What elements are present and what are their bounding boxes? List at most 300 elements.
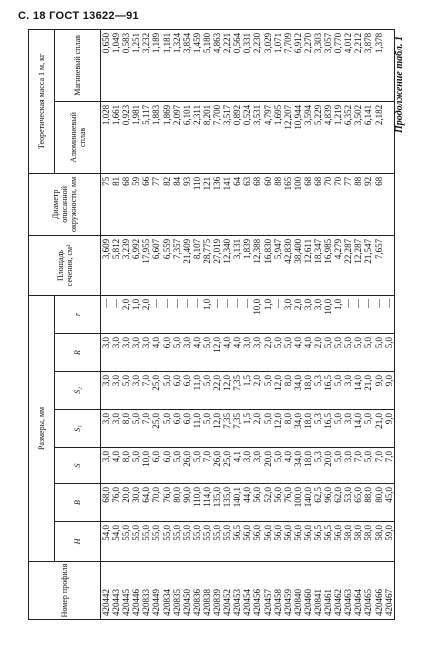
table-cell: 3,029 [263,29,273,101]
table-cell: 420834 [162,562,172,620]
table-cell: — [343,295,353,333]
table-cell: 3,0 [252,334,262,372]
table-cell: 5,0 [283,334,293,372]
rotated-table-area [28,30,408,620]
table-cell: 2,097 [172,101,182,173]
table-cell: 56,0 [293,522,303,562]
table-cell: 0,770 [333,29,343,101]
table-cell: 4,0 [293,334,303,372]
table-cell: 2,0 [313,334,323,372]
table-cell: 0,583 [121,29,131,101]
table-cell: 62,0 [333,484,343,522]
table-row [333,29,343,619]
table-cell: 4,0 [151,334,161,372]
table-cell: 77 [151,173,161,235]
table-cell: 6,101 [182,101,192,173]
table-cell: 17,955 [141,235,151,295]
table-cell: 70 [323,173,333,235]
table-cell: 4,0 [111,448,121,484]
table-cell: 70 [333,173,343,235]
table-cell: 88 [273,173,283,235]
table-cell: 5,0 [333,372,343,410]
table-row [111,29,121,619]
table-row [162,29,172,619]
table-cell: 4,0 [232,334,242,372]
table-cell: 10,0 [141,448,151,484]
table-cell: 5,0 [343,334,353,372]
table-cell: 2,0 [252,410,262,448]
table-cell: 58,0 [353,522,363,562]
table-cell: 141 [222,173,232,235]
table-cell: 25,0 [222,448,232,484]
table-row [252,29,262,619]
header-s1: S₁ [55,410,101,448]
table-cell: 5,117 [141,101,151,173]
table-cell: 12,207 [283,101,293,173]
table-row [192,29,202,619]
table-row [343,29,353,619]
table-cell: 2,221 [222,29,232,101]
table-cell: 4,863 [212,29,222,101]
table-cell: 420442 [101,562,112,620]
table-cell: 3,0 [121,334,131,372]
table-cell: — [353,295,363,333]
table-cell: 5,947 [273,235,283,295]
table-cell: 3,057 [323,29,333,101]
table-cell: 90,0 [182,484,192,522]
table-cell: 18,0 [303,410,313,448]
table-cell: 7,657 [374,235,384,295]
table-cell: 0,650 [101,29,112,101]
table-cell: 5,0 [263,372,273,410]
table-cell: 34,0 [293,372,303,410]
table-cell: 30,0 [131,484,141,522]
header-alu: Алюминиевый сплав [55,101,101,173]
table-cell: 0,524 [242,101,252,173]
table-cell: — [374,295,384,333]
table-cell: 3,0 [101,372,112,410]
table-row [313,29,323,619]
table-cell: 27,019 [212,235,222,295]
table-cell: 55,0 [192,522,202,562]
table-row [384,29,395,619]
table-cell: 420463 [343,562,353,620]
table-cell: 55,0 [202,522,212,562]
table-cell: 56,0 [242,522,252,562]
table-cell: 54,0 [111,522,121,562]
table-row [293,29,303,619]
header-mg: Магниевый сплав [55,29,101,101]
table-row [363,29,373,619]
table-cell: 12,287 [353,235,363,295]
table-cell: 5,229 [313,101,323,173]
table-cell: 2,0 [263,334,273,372]
table-cell: 5,0 [323,334,333,372]
table-cell: 3,0 [283,295,293,333]
header-dimensions: Размеры, мм [29,295,55,561]
table-cell: 9,0 [384,410,395,448]
table-cell: 2,270 [303,29,313,101]
table-cell: 58,0 [363,522,373,562]
table-cell: 75 [101,173,112,235]
table-cell: 52,0 [263,484,273,522]
table-cell: 114,0 [202,484,212,522]
table-cell: 0,923 [121,101,131,173]
table-cell: 59,0 [384,522,395,562]
table-cell: 66 [141,173,151,235]
table-cell: 25,0 [151,410,161,448]
table-cell: 5,0 [172,334,182,372]
table-cell: 5,0 [384,334,395,372]
table-cell: 1,695 [273,101,283,173]
table-cell: 16,985 [323,235,333,295]
table-cell: 1,378 [374,29,384,101]
table-cell: 56,5 [313,522,323,562]
table-row [263,29,273,619]
table-cell: 56,0 [283,522,293,562]
table-cell: 7,35 [222,410,232,448]
continuation-label: Продолжение табл. 1 [394,36,405,134]
table-cell: 420449 [151,562,161,620]
table-cell: 420457 [263,562,273,620]
table-cell: 76,0 [283,484,293,522]
table-cell: 3,0 [101,410,112,448]
page-header: С. 18 ГОСТ 13622—91 [18,10,139,22]
table-cell: 420464 [353,562,363,620]
table-cell: 136 [212,173,222,235]
table-cell: 4,279 [333,235,343,295]
table-cell: 56,0 [303,522,313,562]
table-cell [384,235,395,295]
table-cell: 4,012 [343,29,353,101]
table-cell: — [222,295,232,333]
table-cell: — [172,295,182,333]
table-cell: 14,0 [353,410,363,448]
table-cell [384,173,395,235]
table-cell: 56,0 [263,522,273,562]
table-row [121,29,131,619]
table-cell: 84 [172,173,182,235]
table-cell: 2,311 [192,101,202,173]
table-cell: 18,0 [303,448,313,484]
table-body [101,29,395,619]
table-cell: 12,0 [273,372,283,410]
table-cell: 1,189 [151,29,161,101]
table-cell [384,101,395,173]
table-cell: 1,839 [242,235,252,295]
table-cell: — [242,295,252,333]
table-cell: 3,0 [313,295,323,333]
header-s2: S₂ [55,372,101,410]
table-cell: 92 [363,173,373,235]
table-row [182,29,192,619]
table-cell: 420836 [192,562,202,620]
table-cell: 3,0 [343,410,353,448]
table-cell: 420454 [242,562,252,620]
table-cell: 420840 [293,562,303,620]
table-cell: 34,0 [293,410,303,448]
table-cell: 56,0 [252,484,262,522]
table-cell: — [151,295,161,333]
table-cell: 16,5 [323,410,333,448]
table-cell: 14,0 [353,372,363,410]
table-row [323,29,333,619]
table-cell: 8,201 [202,101,212,173]
table-cell: 1,181 [162,29,172,101]
table-cell: 3,232 [141,29,151,101]
table-cell: 3,0 [252,448,262,484]
table-cell: 1,883 [151,101,161,173]
table-cell: 2,212 [353,29,363,101]
table-cell: 68 [303,173,313,235]
table-cell: 6,912 [293,29,303,101]
table-cell: 80,0 [172,484,182,522]
table-cell: 68 [252,173,262,235]
table-cell: 20,0 [121,484,131,522]
table-row [242,29,252,619]
table-cell: 140,1 [232,484,242,522]
table-cell: 1,049 [111,29,121,101]
table-cell: 1,071 [273,29,283,101]
table-cell: 6,141 [363,101,373,173]
table-cell: 6,559 [162,235,172,295]
table-cell: 12,0 [222,372,232,410]
table-cell: 6,0 [151,448,161,484]
table-cell: 9,0 [374,372,384,410]
table-cell: 5,0 [363,334,373,372]
table-cell: 20,0 [323,448,333,484]
table-cell: 420460 [303,562,313,620]
table-cell: 1,0 [263,295,273,333]
table-cell: 55,0 [151,522,161,562]
table-row [131,29,141,619]
table-cell: 4,797 [263,101,273,173]
table-cell: 12,340 [222,235,232,295]
table-cell: 12,611 [303,235,313,295]
table-cell: 2,0 [252,372,262,410]
table-cell: 21,547 [363,235,373,295]
table-row [303,29,313,619]
table-cell: 3,0 [343,372,353,410]
table-cell: 1,028 [101,101,112,173]
table-cell: 5,0 [333,334,343,372]
table-row [172,29,182,619]
table-cell: 77 [343,173,353,235]
table-cell: 3,0 [303,295,313,333]
table-cell: 7,35 [232,372,242,410]
table-cell: 4,0 [303,334,313,372]
table-cell: 55,0 [222,522,232,562]
table-cell: 55,0 [172,522,182,562]
table-cell: 5,0 [192,448,202,484]
table-cell: 55,0 [131,522,141,562]
table-cell: 5,0 [162,372,172,410]
table-cell: 76,0 [162,484,172,522]
table-cell: 3,0 [131,334,141,372]
table-cell: 1,0 [202,295,212,333]
table-row [202,29,212,619]
table-cell: 3,502 [353,101,363,173]
table-cell: 7,0 [384,448,395,484]
table-cell: 420445 [121,562,131,620]
table-cell: 1,0 [131,295,141,333]
table-cell: 7,0 [353,448,363,484]
table-cell: 55,0 [182,522,192,562]
table-cell: 2,0 [121,295,131,333]
table-cell: 88 [353,173,363,235]
table-cell: 1,5 [242,410,252,448]
table-cell: 5,0 [363,448,373,484]
table-cell: 7,357 [172,235,182,295]
table-cell: 420839 [212,562,222,620]
table-cell: — [273,295,283,333]
table-cell: 6,0 [172,410,182,448]
table-cell: 76,0 [111,484,121,522]
table-cell: — [384,295,395,333]
table-cell: 3,609 [101,235,112,295]
table-cell: — [232,295,242,333]
table-cell: 5,0 [131,448,141,484]
table-cell: 81 [111,173,121,235]
table-cell: 420456 [252,562,262,620]
table-cell: 55,0 [212,522,222,562]
header-s: S [55,448,101,484]
table-cell: 5,0 [162,410,172,448]
table-cell: 5,0 [121,372,131,410]
table-cell: 6,0 [182,410,192,448]
table-cell: 6,607 [151,235,161,295]
table-cell: 56,0 [273,484,283,522]
table-cell: 60 [263,173,273,235]
table-cell: — [182,295,192,333]
table-cell: 2,230 [252,29,262,101]
table-cell: 420459 [283,562,293,620]
table-cell: 54,0 [101,522,112,562]
table-cell: 62,5 [313,484,323,522]
table-cell: 22,287 [343,235,353,295]
table-cell: 12,388 [252,235,262,295]
table-cell: 0,892 [232,101,242,173]
table-cell: 59 [131,173,141,235]
table-row [283,29,293,619]
table-cell: — [192,295,202,333]
table-cell: 420841 [313,562,323,620]
table-cell: 110 [192,173,202,235]
table-cell: 5,0 [333,410,343,448]
table-cell: 12,0 [212,334,222,372]
table-cell: 100 [293,173,303,235]
table-cell: — [111,295,121,333]
table-row [353,29,363,619]
table-cell: 21,0 [363,372,373,410]
table-cell: 68 [374,173,384,235]
table-cell: 420838 [202,562,212,620]
table-cell: 420452 [222,562,232,620]
table-cell: 3,0 [101,334,112,372]
table-cell: 20,0 [263,448,273,484]
table-cell: 3,0 [343,448,353,484]
table-cell: 5,0 [273,334,283,372]
table-cell: 70,0 [151,484,161,522]
table-cell: 5,0 [263,410,273,448]
header-diameter: Диаметр описанной окружности, мм [29,173,101,235]
table-cell: 3,517 [222,101,232,173]
table-cell: 3,531 [252,101,262,173]
header-profile: Номер профиля [29,562,101,620]
header-area: Площадь сечения, см² [29,235,101,295]
table-cell: 121 [202,173,212,235]
table-cell: — [101,295,112,333]
table-cell: 3,0 [111,372,121,410]
table-cell: 3,0 [101,448,112,484]
table-cell: 55,0 [141,522,151,562]
table-cell: 28,775 [202,235,212,295]
header-b: B [55,484,101,522]
table-cell: 26,0 [212,448,222,484]
table-row [101,29,112,619]
table-cell: 1,661 [111,101,121,173]
table-cell: 10,0 [323,295,333,333]
table-cell: 0,331 [242,29,252,101]
table-cell: 5,0 [374,334,384,372]
table-cell: 5,0 [202,372,212,410]
table-cell: 6,0 [162,448,172,484]
table-cell: 38,400 [293,235,303,295]
table-cell: 420443 [111,562,121,620]
table-cell: 4,0 [222,334,232,372]
table-cell: 64 [232,173,242,235]
table-cell: 56,5 [323,522,333,562]
table-cell: 2,0 [293,295,303,333]
table-row [151,29,161,619]
table-cell: 420466 [374,562,384,620]
table-row [273,29,283,619]
table-cell: 3,0 [242,448,252,484]
table-cell: 420461 [323,562,333,620]
table-cell: 3,239 [121,235,131,295]
table-cell: 3,0 [242,334,252,372]
table-cell: 6,0 [182,372,192,410]
table-cell: 3,0 [131,372,141,410]
table-cell: 420446 [131,562,141,620]
table-cell: 4,1 [232,448,242,484]
table-cell: — [162,295,172,333]
table-cell: 56,5 [232,522,242,562]
table-cell: 6,0 [172,372,182,410]
table-cell: 1,5 [242,372,252,410]
table-cell: 34,0 [293,448,303,484]
table-cell: 3,0 [111,334,121,372]
table-cell: 80,0 [374,484,384,522]
table-cell: 7,0 [141,372,151,410]
header-r-big: R [55,334,101,372]
table-cell: 420462 [333,562,343,620]
table-cell: 3,878 [363,29,373,101]
table-cell: 10,0 [252,295,262,333]
table-cell: 5,0 [363,410,373,448]
table-row [222,29,232,619]
table-cell: 11,0 [192,372,202,410]
table-cell: 8,107 [192,235,202,295]
table-cell: 8,0 [283,372,293,410]
table-cell: 26,0 [182,448,192,484]
table-cell: 135,0 [212,484,222,522]
table-cell: — [363,295,373,333]
table-cell: 55,0 [121,522,131,562]
table-cell: 420450 [182,562,192,620]
table-cell: 140,0 [303,484,313,522]
table-cell: 18,0 [303,372,313,410]
